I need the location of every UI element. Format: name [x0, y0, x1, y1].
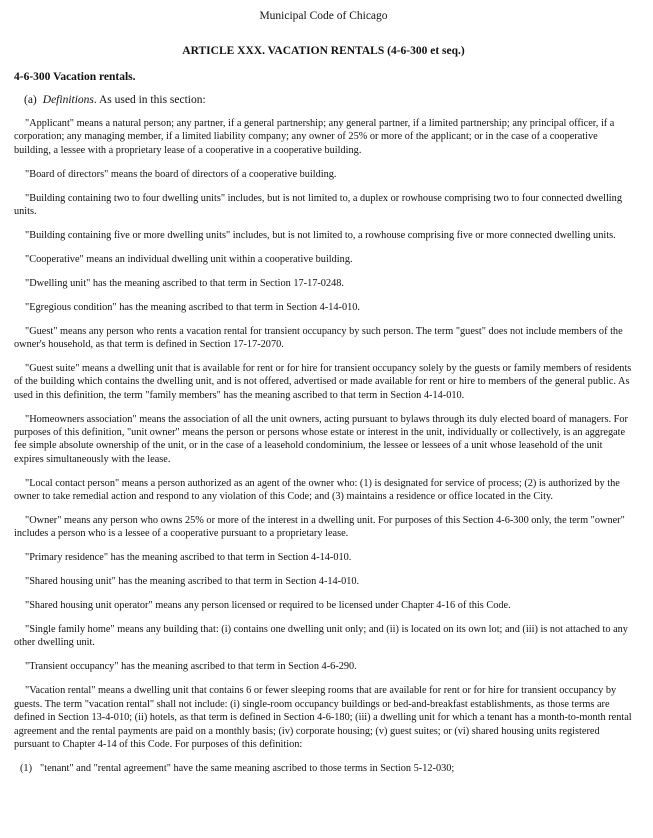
- definition-cooperative: "Cooperative" means an individual dwelling unit within a cooperative building.: [25, 253, 353, 265]
- definition-single-family-home: "Single family home" means any building that: (i) contains one dwelling unit only; and (ii) is located on its own lot; and (iii) is not attached to any other dwelling unit.: [14, 624, 628, 649]
- subsection-label: (a): [24, 94, 37, 106]
- clause-text: "tenant" and "rental agreement" have the same meaning ascribed to those terms in Section 5-12-030;: [40, 762, 455, 774]
- definition-board-of-directors: "Board of directors" means the board of directors of a cooperative building.: [25, 168, 337, 180]
- clause-1: [20, 762, 633, 775]
- definition-building-five-or-more: "Building containing five or more dwelling units" includes, but is not limited to, a rowhouse comprising five or more connected dwelling units.: [25, 229, 616, 241]
- definition-homeowners-association: "Homeowners association" means the association of all the unit owners, acting pursuant to bylaws through its duly elected board of managers. For purposes of this definition, "unit owner" means the person or persons whose estate or interest in the unit, individually or collectively, is an aggregate fee simple absolute ownership of the unit, or in the case of a leasehold condominium, the lessee or lessees of a unit whose leasehold of the unit expires simultaneously with the lease.: [14, 413, 628, 465]
- definition-primary-residence: "Primary residence" has the meaning ascribed to that term in Section 4-14-010.: [25, 552, 352, 564]
- definition-shared-housing-unit: "Shared housing unit" has the meaning ascribed to that term in Section 4-14-010.: [25, 576, 360, 588]
- definition-transient-occupancy: "Transient occupancy" has the meaning ascribed to that term in Section 4-6-290.: [25, 661, 357, 673]
- subsection-intro: . As used in this section:: [93, 94, 206, 106]
- definition-owner: "Owner" means any person who owns 25% or more of the interest in a dwelling unit. For purposes of this Section 4-6-300 only, the term "owner" includes a person who is a lessee of a cooperative pursuant to a proprietary lease.: [14, 515, 625, 540]
- definition-egregious-condition: "Egregious condition" has the meaning ascribed to that term in Section 4-14-010.: [25, 301, 360, 313]
- definition-building-two-to-four: "Building containing two to four dwelling units" includes, but is not limited to, a duplex or rowhouse comprising two to four connected dwelling units.: [14, 192, 622, 218]
- definition-guest-suite: "Guest suite" means a dwelling unit that is available for rent or for hire for transient occupancy solely by the guests or family members of residents of the building which contains the dwelling unit, and is not offered, advertised or made available for rent or hire to members of the general public. As used in this definition, the term "family members" has the meaning ascribed to that term in Section 4-14-010.: [14, 362, 632, 401]
- definition-dwelling-unit: "Dwelling unit" has the meaning ascribed to that term in Section 17-17-0248.: [25, 277, 344, 289]
- definition-vacation-rental: "Vacation rental" means a dwelling unit that contains 6 or fewer sleeping rooms that are available for rent or for hire for transient occupancy by guests. The term "vacation rental" shall not include: (i) single-room occupancy buildings or bed-and-breakfast establishments, as those terms are defined in Section 13-4-010; (ii) hotels, as that term is defined in Section 4-6-180; (iii) a dwelling unit for which a tenant has a month-to-month rental agreement and the rental payments are paid on a monthly basis; (iv) corporate housing; (v) guest suites; or (vi) shared housing units registered pursuant to Chapter 4-14 of this Code. For purposes of this definition:: [14, 685, 632, 750]
- article-title: ARTICLE XXX. VACATION RENTALS (4-6-300 et seq.): [182, 45, 465, 57]
- definition-applicant: "Applicant" means a natural person; any partner, if a general partnership; any general partner, if a limited partnership; any principal officer, if a corporation; any managing member, if a limited liability company; any owner of 25% or more of the applicant; or in the case of a cooperative building, a lessee with a proprietary lease of a cooperative in a cooperative building.: [14, 118, 615, 156]
- definition-shared-housing-unit-operator: "Shared housing unit operator" means any person licensed or required to be licensed under Chapter 4-16 of this Code.: [25, 600, 511, 612]
- running-header: Municipal Code of Chicago: [259, 10, 388, 22]
- definition-guest: "Guest" means any person who rents a vacation rental for transient occupancy by such person. The term "guest" does not include members of the owner's household, as that term is defined in Section 17-17-2070.: [14, 325, 623, 350]
- definition-local-contact-person: "Local contact person" means a person authorized as an agent of the owner who: (1) is designated for service of process; (2) is authorized by the owner to take remedial action and respond to any violation of this Code; and (3) maintains a residence or office located in the City.: [14, 477, 620, 503]
- clause-number: (1): [20, 762, 33, 774]
- subsection-a: [24, 93, 633, 107]
- section-title: 4-6-300 Vacation rentals.: [14, 71, 136, 83]
- definitions-list: [14, 117, 633, 751]
- subsection-heading: Definitions: [42, 94, 94, 106]
